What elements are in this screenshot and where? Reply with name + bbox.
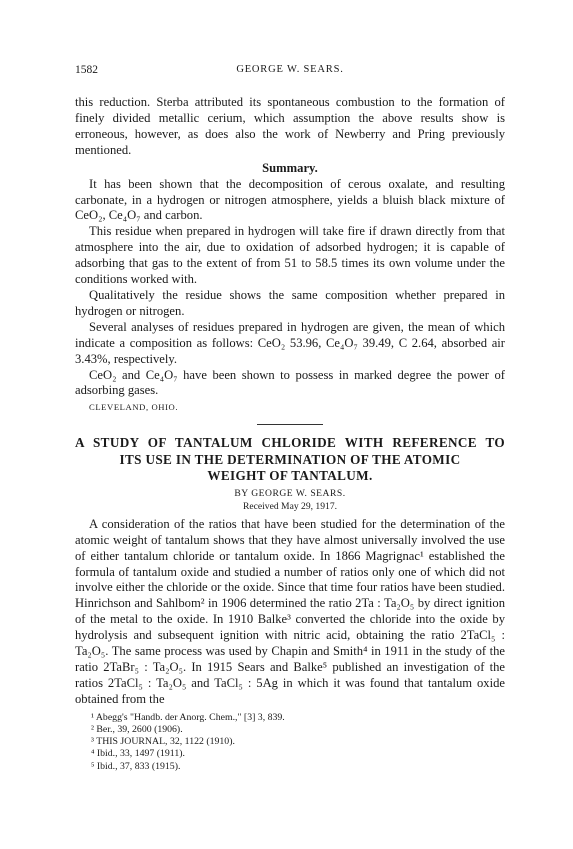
summary-paragraph-5: CeO₂ and Ce₄O₇ have been shown to possess in marked degree the power of adsorbing gases. [75,367,505,398]
author-byline: BY GEORGE W. SEARS. [234,487,346,499]
article-title-line-2: ITS USE IN THE DETERMINATION OF THE ATOMIC [119,451,461,467]
summary-paragraph-3: Qualitatively the residue shows the same composition whether prepared in hydrogen or nitrogen. [75,287,505,318]
footnote-2: ² Ber., 39, 2600 (1906). [91,723,183,735]
article-title-line-3: WEIGHT OF TANTALUM. [207,468,373,484]
summary-heading: Summary. [262,160,318,175]
place-line: CLEVELAND, OHIO. [89,402,179,413]
footnote-4: ⁴ Ibid., 33, 1497 (1911). [91,748,185,760]
paragraph-continuation: this reduction. Sterba attributed its spontaneous combustion to the formation of finely divided metallic cerium, which assumption the above results show is erroneous, however, as does also the work of Newberry and Pring previously mentioned. [75,95,505,157]
article-title [75,435,505,485]
running-title: GEORGE W. SEARS. [236,64,344,75]
footnote-5: ⁵ Ibid., 37, 833 (1915). [91,760,181,772]
footnote-1: ¹ Abegg's "Handb. der Anorg. Chem.," [3] 3, 839. [91,711,285,723]
received-date: Received May 29, 1917. [242,500,338,512]
summary-paragraph-2: This residue when prepared in hydrogen will take fire if drawn directly from that atmosphere into the air, due to oxidation of adsorbed hydrogen; it is capable of adsorbing that gas to the extent of from 51 to 58.5 times its own volume under the conditions worked with. [75,224,505,287]
article-title-line-1: A STUDY OF TANTALUM CHLORIDE WITH REFERENCE TO [75,435,505,451]
footnote-3: ³ THIS JOURNAL, 32, 1122 (1910). [91,736,235,748]
summary-paragraph-1: It has been shown that the decomposition of cerous oxalate, and resulting carbonate, in a hydrogen or nitrogen atmosphere, yields a bluish black mixture of CeO₂, Ce₄O₇ and carbon. [75,176,505,223]
page-body [75,95,505,773]
page-header [75,64,505,80]
article-body-paragraph: A consideration of the ratios that have been studied for the determination of the atomic weight of tantalum shows that they have almost universally involved the use of either tantalum chloride or tantalum oxide. In 1866 Magrignac¹ established the formula of tantalum oxide and studied a number of ratios only one of which did not involve either the chloride or the oxide. Since that time four ratios have been studied. Hinrichson and Sahlbom² in 1906 determined the ratio 2Ta : Ta₂O₅ by direct ignition of the metal to the oxide. In 1910 Balke³ converted the chloride into the oxide by hydrolysis and subsequent ignition with nitric acid, obtaining the ratio 2TaCl₅ : Ta₂O₅. The same process was used by Chapin and Smith⁴ in 1911 in the study of the ratio 2TaBr₅ : Ta₂O₅. In 1915 Sears and Balke⁵ published an investigation of the ratios 2TaCl₅ : Ta₂O₅ and TaCl₅ : 5Ag in which it was found that tantalum oxide obtained from the [75,516,505,706]
page-number: 1582 [75,64,98,76]
summary-paragraph-4: Several analyses of residues prepared in hydrogen are given, the mean of which indicate a composition as follows: CeO₂ 53.96, Ce₄O₇ 39.49, C 2.64, absorbed air 3.43%, respectively. [75,319,505,366]
section-divider [257,424,323,425]
